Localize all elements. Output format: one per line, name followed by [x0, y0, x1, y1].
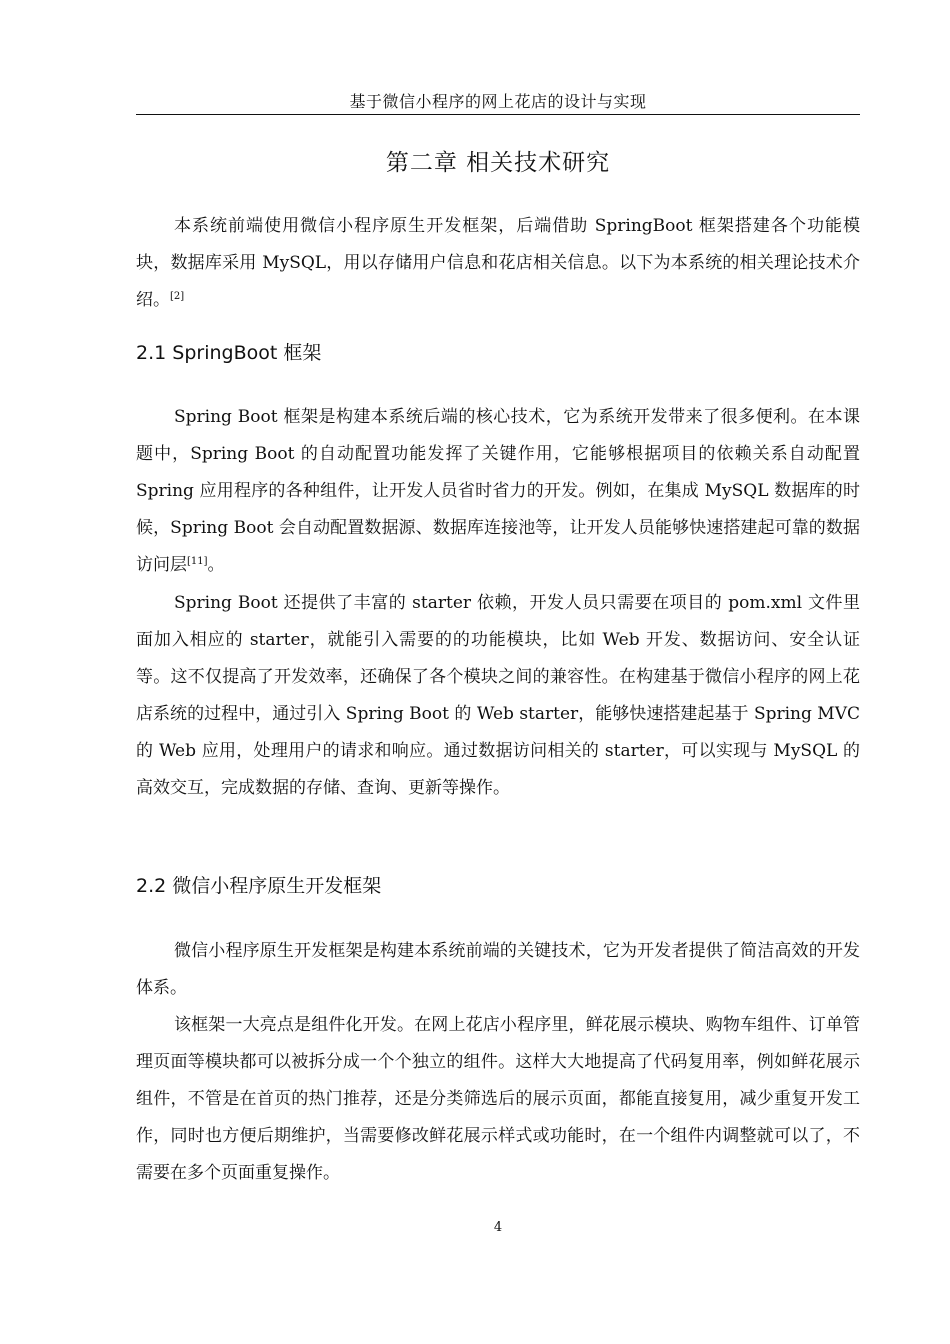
- page-number: 4: [493, 1220, 503, 1235]
- chapter-title: 第二章 相关技术研究: [385, 150, 611, 176]
- running-header: 基于微信小程序的网上花店的设计与实现: [349, 92, 647, 111]
- intro-paragraph-text: 本系统前端使用微信小程序原生开发框架，后端借助 SpringBoot 框架搭建各个功能模块，数据库采用 MySQL，用以存储用户信息和花店相关信息。以下为本系统的相关理论技术介绍。: [136, 216, 860, 310]
- intro-paragraph: [136, 208, 860, 319]
- section-heading-2-1: 2.1 SpringBoot 框架: [136, 342, 322, 364]
- section-2-2-paragraph-1: 微信小程序原生开发框架是构建本系统前端的关键技术，它为开发者提供了简洁高效的开发体系。: [136, 941, 860, 998]
- paragraph-tail: 。: [207, 555, 225, 575]
- section-2-2-paragraph-2: 该框架一大亮点是组件化开发。在网上花店小程序里，鲜花展示模块、购物车组件、订单管理页面等模块都可以被拆分成一个个独立的组件。这样大大地提高了代码复用率，例如鲜花展示组件，不管是在首页的热门推荐，还是分类筛选后的展示页面，都能直接复用，减少重复开发工作，同时也方便后期维护，当需要修改鲜花展示样式或功能时，在一个组件内调整就可以了，不需要在多个页面重复操作。: [136, 1015, 860, 1183]
- header-rule: [136, 114, 860, 115]
- citation-marker: [2]: [170, 291, 185, 302]
- section-2-1-paragraph-1: [136, 399, 860, 584]
- citation-marker: [11]: [187, 556, 208, 567]
- section-2-1-paragraph-2: Spring Boot 还提供了丰富的 starter 依赖，开发人员只需要在项目的 pom.xml 文件里面加入相应的 starter，就能引入需要的的功能模块，比如 Web 开发、数据访问、安全认证等。这不仅提高了开发效率，还确保了各个模块之间的兼容性。在构建基于微信小程序的网上花店系统的过程中，通过引入 Spring Boot 的 Web starter，能够快速搭建起基于 Spring MVC 的 Web 应用，处理用户的请求和响应。通过数据访问相关的 starter，可以实现与 MySQL 的高效交互，完成数据的存储、查询、更新等操作。: [136, 593, 860, 798]
- paragraph-text: Spring Boot 框架是构建本系统后端的核心技术，它为系统开发带来了很多便利。在本课题中，Spring Boot 的自动配置功能发挥了关键作用，它能够根据项目的依赖关系自动配置 Spring 应用程序的各种组件，让开发人员省时省力的开发。例如，在集成 MySQL 数据库的时候，Spring Boot 会自动配置数据源、数据库连接池等，让开发人员能够快速搭建起可靠的数据访问层: [136, 407, 860, 575]
- section-heading-2-2: 2.2 微信小程序原生开发框架: [136, 875, 382, 897]
